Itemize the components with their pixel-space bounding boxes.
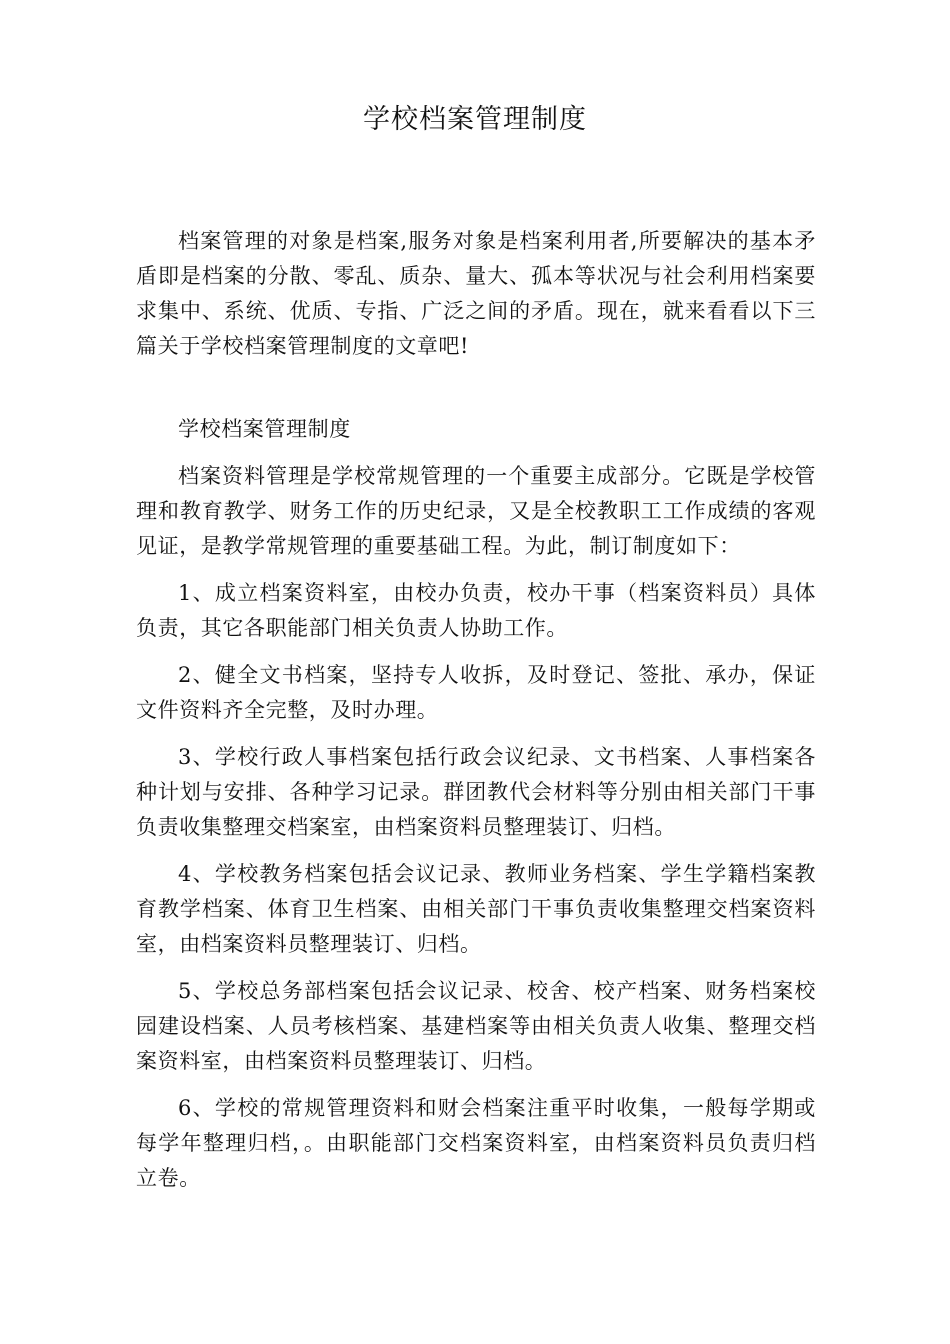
paragraph-overview: 档案资料管理是学校常规管理的一个重要主成部分。它既是学校管理和教育教学、财务工作的历史纪录，又是全校教职工工作成绩的客观见证，是教学常规管理的重要基础工程。为此，制订制度如下： bbox=[136, 464, 816, 558]
section-heading: 学校档案管理制度 bbox=[178, 417, 351, 441]
intro-block bbox=[136, 224, 816, 364]
document-title: 学校档案管理制度 bbox=[363, 104, 587, 135]
paragraph-item-3: 3、学校行政人事档案包括行政会议纪录、文书档案、人事档案各种计划与安排、各种学习记录。群团教代会材料等分别由相关部门干事负责收集整理交档案室，由档案资料员整理装订、归档。 bbox=[136, 745, 816, 839]
paragraph-item-4: 4、学校教务档案包括会议记录、教师业务档案、学生学籍档案教育教学档案、体育卫生档案、由相关部门干事负责收集整理交档案资料室，由档案资料员整理装订、归档。 bbox=[136, 862, 816, 956]
intro-paragraph: 档案管理的对象是档案,服务对象是档案利用者,所要解决的基本矛盾即是档案的分散、零乱、质杂、量大、孤本等状况与社会利用档案要求集中、系统、优质、专指、广泛之间的矛盾。现在，就来看看以下三篇关于学校档案管理制度的文章吧! bbox=[136, 229, 816, 358]
paragraph-item-6: 6、学校的常规管理资料和财会档案注重平时收集，一般每学期或每学年整理归档，。由职能部门交档案资料室，由档案资料员负责归档立卷。 bbox=[136, 1096, 816, 1190]
paragraph-item-5: 5、学校总务部档案包括会议记录、校舍、校产档案、财务档案校园建设档案、人员考核档案、基建档案等由相关负责人收集、整理交档案资料室，由档案资料员整理装订、归档。 bbox=[136, 979, 816, 1073]
paragraph-item-2: 2、健全文书档案，坚持专人收拆，及时登记、签批、承办，保证文件资料齐全完整，及时办理。 bbox=[136, 663, 816, 722]
regulations-section bbox=[136, 412, 816, 1196]
paragraph-item-1: 1、成立档案资料室，由校办负责，校办干事（档案资料员）具体负责，其它各职能部门相关负责人协助工作。 bbox=[136, 581, 816, 640]
